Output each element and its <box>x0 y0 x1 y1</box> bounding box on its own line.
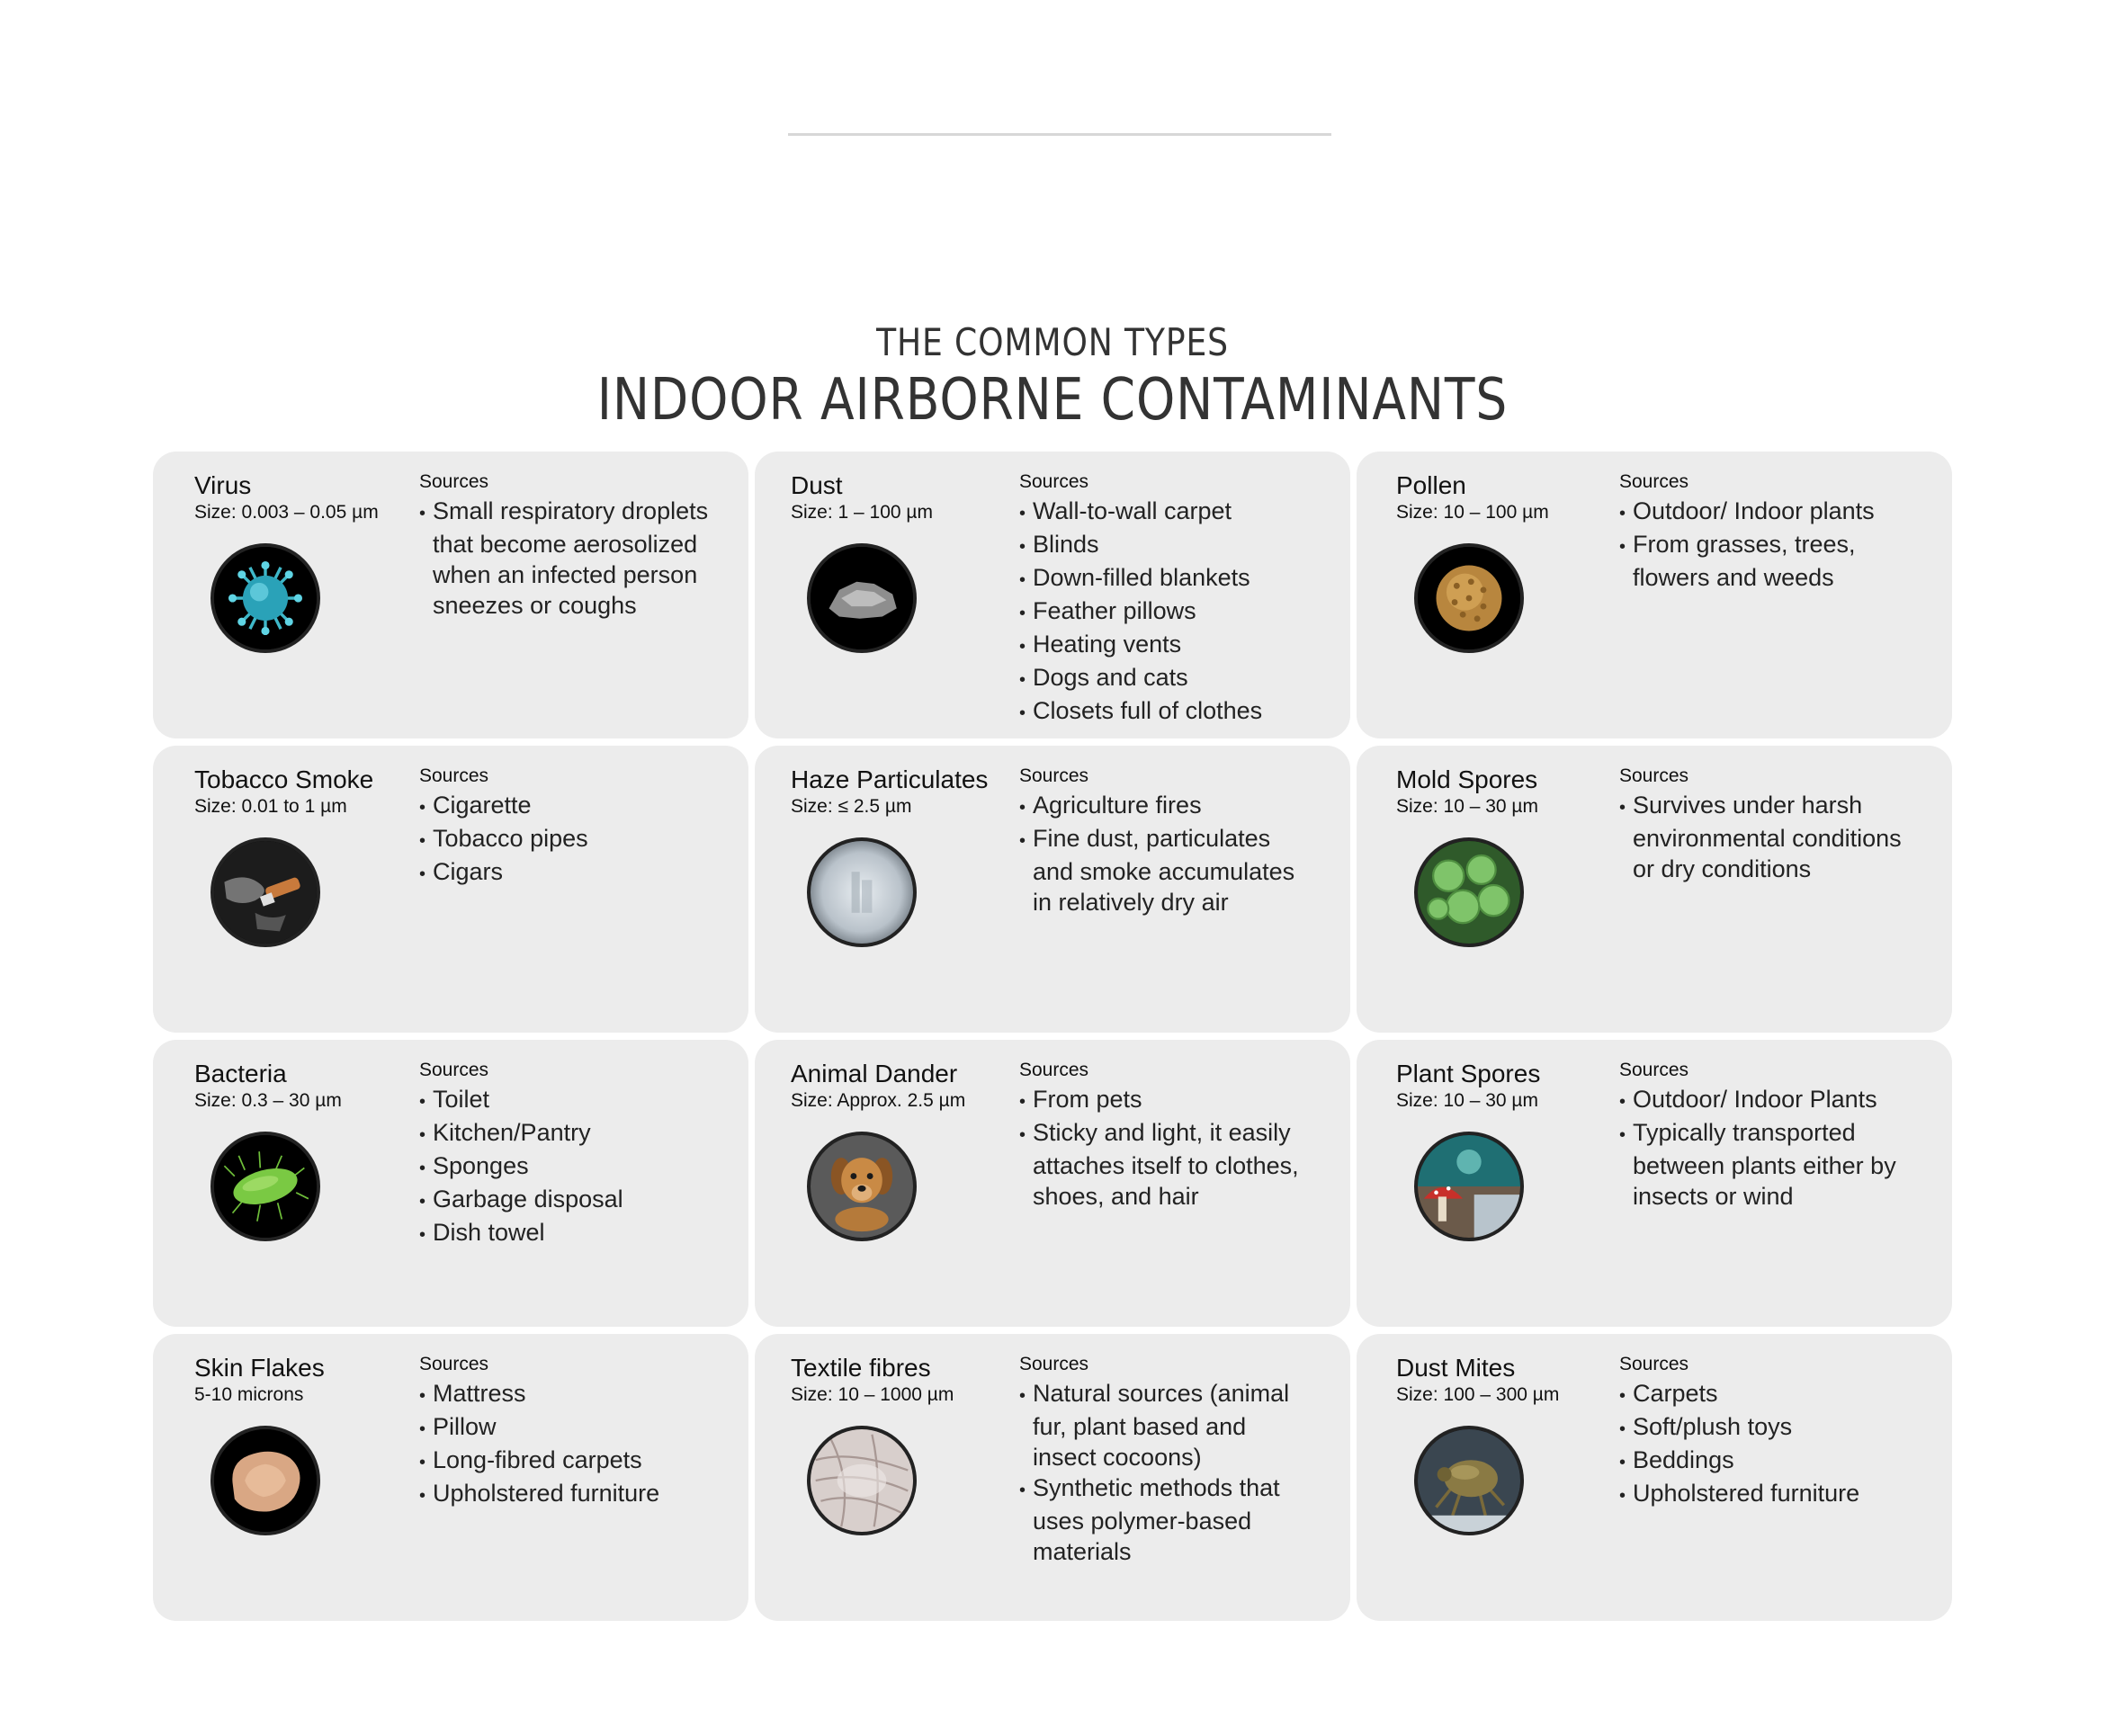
sources-label: Sources <box>1019 765 1089 786</box>
sources-label: Sources <box>419 471 489 492</box>
page-subtitle: THE COMMON TYPES <box>876 320 1229 364</box>
top-divider <box>788 133 1331 136</box>
sources-block <box>1619 471 1916 593</box>
sources-block <box>1019 1060 1316 1212</box>
sources-label: Sources <box>419 1060 489 1080</box>
sources-list <box>1019 1084 1316 1212</box>
sources-label: Sources <box>419 765 489 786</box>
list-item: • Dogs and cats <box>1019 662 1316 695</box>
sources-block <box>419 1354 716 1511</box>
card-skin-flakes <box>153 1334 748 1621</box>
sources-list <box>1619 1378 1916 1511</box>
sources-label: Sources <box>419 1354 489 1374</box>
list-item: • Closets full of clothes <box>1019 695 1316 729</box>
sources-block <box>419 1060 716 1250</box>
list-item: • Garbage disposal <box>419 1184 716 1217</box>
bacteria-icon <box>210 1132 320 1241</box>
card-textile-fibres <box>755 1334 1350 1621</box>
puppy-icon <box>807 1132 917 1241</box>
card-title: Haze Particulates <box>791 765 989 793</box>
list-item: • Sponges <box>419 1150 716 1184</box>
list-item: • Outdoor/ Indoor Plants <box>1619 1084 1916 1117</box>
card-size: Size: 0.3 – 30 µm <box>194 1090 342 1111</box>
list-item: • Synthetic methods that uses polymer-based materials <box>1019 1472 1316 1567</box>
list-item: • Natural sources (animal fur, plant based and insect cocoons) <box>1019 1378 1316 1472</box>
card-title: Bacteria <box>194 1060 287 1087</box>
list-item: • Mattress <box>419 1378 716 1411</box>
card-bacteria <box>153 1040 748 1327</box>
sources-list <box>1019 1378 1316 1567</box>
card-title: Textile fibres <box>791 1354 931 1382</box>
sources-list <box>1619 1084 1916 1212</box>
card-mold-spores <box>1357 746 1952 1033</box>
sources-label: Sources <box>1019 471 1089 492</box>
sources-block <box>1619 765 1916 884</box>
sources-list <box>1019 496 1316 729</box>
contaminant-grid <box>153 452 1952 1621</box>
list-item: • Cigarette <box>419 790 716 823</box>
card-size: Size: 100 – 300 µm <box>1396 1384 1560 1405</box>
sources-list <box>1019 790 1316 917</box>
sources-label: Sources <box>1019 1060 1089 1080</box>
card-animal-dander <box>755 1040 1350 1327</box>
smoke-icon <box>210 837 320 947</box>
sources-block <box>1019 1354 1316 1567</box>
list-item: • Pillow <box>419 1411 716 1445</box>
card-virus <box>153 452 748 738</box>
list-item: • Fine dust, particulates and smoke accumulates in relatively dry air <box>1019 823 1316 917</box>
virus-icon <box>210 543 320 653</box>
page-title: INDOOR AIRBORNE CONTAMINANTS <box>596 367 1509 434</box>
list-item: • Upholstered furniture <box>1619 1478 1916 1511</box>
card-title: Dust Mites <box>1396 1354 1516 1382</box>
list-item: • Upholstered furniture <box>419 1478 716 1511</box>
mushroom-icon <box>1414 1132 1524 1241</box>
list-item: • Toilet <box>419 1084 716 1117</box>
card-size: Size: 10 – 30 µm <box>1396 1090 1539 1111</box>
list-item: • Cigars <box>419 856 716 890</box>
sources-block <box>1619 1060 1916 1212</box>
sources-block <box>1619 1354 1916 1511</box>
sources-label: Sources <box>1619 765 1689 786</box>
list-item: • From pets <box>1019 1084 1316 1117</box>
sources-list <box>419 1084 716 1250</box>
sources-block <box>419 765 716 890</box>
mite-icon <box>1414 1426 1524 1535</box>
list-item: • Beddings <box>1619 1445 1916 1478</box>
list-item: • Feather pillows <box>1019 595 1316 629</box>
list-item: • Outdoor/ Indoor plants <box>1619 496 1916 529</box>
card-plant-spores <box>1357 1040 1952 1327</box>
card-title: Plant Spores <box>1396 1060 1541 1087</box>
card-title: Animal Dander <box>791 1060 958 1087</box>
card-size: Size: ≤ 2.5 µm <box>791 796 912 817</box>
card-size: Size: 0.003 – 0.05 µm <box>194 502 379 523</box>
sources-block <box>1019 471 1316 729</box>
sources-list <box>419 790 716 890</box>
pollen-icon <box>1414 543 1524 653</box>
list-item: • Wall-to-wall carpet <box>1019 496 1316 529</box>
card-size: Size: 10 – 30 µm <box>1396 796 1539 817</box>
list-item: • Typically transported between plants either by insects or wind <box>1619 1117 1916 1212</box>
sources-list <box>419 496 716 621</box>
list-item: • Blinds <box>1019 529 1316 562</box>
list-item: • Down-filled blankets <box>1019 562 1316 595</box>
sources-label: Sources <box>1019 1354 1089 1374</box>
list-item: • Sticky and light, it easily attaches itself to clothes, shoes, and hair <box>1019 1117 1316 1212</box>
list-item: • Agriculture fires <box>1019 790 1316 823</box>
skin-flake-icon <box>210 1426 320 1535</box>
card-title: Mold Spores <box>1396 765 1538 793</box>
list-item: • Survives under harsh environmental conditions or dry conditions <box>1619 790 1916 884</box>
card-dust <box>755 452 1350 738</box>
list-item: • Dish towel <box>419 1217 716 1250</box>
list-item: • Heating vents <box>1019 629 1316 662</box>
list-item: • From grasses, trees, flowers and weeds <box>1619 529 1916 593</box>
haze-icon <box>807 837 917 947</box>
list-item: • Kitchen/Pantry <box>419 1117 716 1150</box>
card-haze-particulates <box>755 746 1350 1033</box>
card-size: 5-10 microns <box>194 1384 304 1405</box>
fibre-icon <box>807 1426 917 1535</box>
card-title: Dust <box>791 471 843 499</box>
card-dust-mites <box>1357 1334 1952 1621</box>
dust-icon <box>807 543 917 653</box>
list-item: • Carpets <box>1619 1378 1916 1411</box>
card-size: Size: Approx. 2.5 µm <box>791 1090 966 1111</box>
sources-list <box>1619 790 1916 884</box>
list-item: • Long-fibred carpets <box>419 1445 716 1478</box>
sources-list <box>1619 496 1916 593</box>
card-tobacco-smoke <box>153 746 748 1033</box>
sources-block <box>1019 765 1316 917</box>
card-size: Size: 1 – 100 µm <box>791 502 934 523</box>
card-title: Tobacco Smoke <box>194 765 374 793</box>
card-title: Pollen <box>1396 471 1466 499</box>
sources-label: Sources <box>1619 1354 1689 1374</box>
list-item: • Tobacco pipes <box>419 823 716 856</box>
sources-block <box>419 471 716 621</box>
sources-label: Sources <box>1619 471 1689 492</box>
card-size: Size: 10 – 100 µm <box>1396 502 1549 523</box>
sources-list <box>419 1378 716 1511</box>
card-title: Virus <box>194 471 252 499</box>
card-size: Size: 0.01 to 1 µm <box>194 796 347 817</box>
mold-icon <box>1414 837 1524 947</box>
sources-label: Sources <box>1619 1060 1689 1080</box>
list-item: • Soft/plush toys <box>1619 1411 1916 1445</box>
card-size: Size: 10 – 1000 µm <box>791 1384 954 1405</box>
list-item: • Small respiratory droplets that become aerosolized when an infected person sneezes or coughs <box>419 496 716 621</box>
card-title: Skin Flakes <box>194 1354 325 1382</box>
card-pollen <box>1357 452 1952 738</box>
